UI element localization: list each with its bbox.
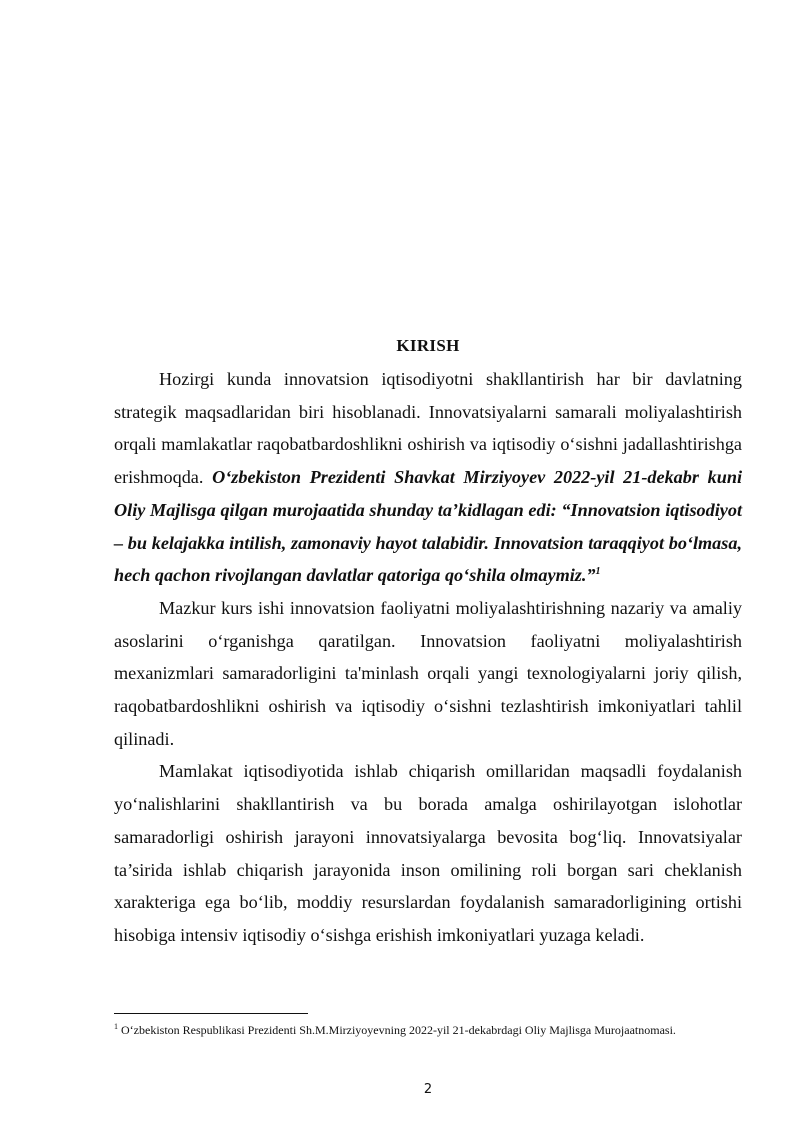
president-quote: O‘zbekiston Prezidenti Shavkat Mirziyoyev 2022-yil 21-dekabr kuni Oliy Majlisga qilgan murojaatida shunday ta’kidlagan edi: “Innovatsion iqtisodiyot – bu kelajakka intilish, zamonaviy hayot talabidir. Innovatsion taraqqiyot bo‘lmasa, hech qachon rivojlangan davlatlar qatoriga qo‘shila olmaymiz.” bbox=[114, 467, 742, 586]
paragraph-intro-text: Hozirgi kunda innovatsion iqtisodiyotni shakllantirish har bir davlatning strategik maqsadlaridan biri hisoblanadi. Innovatsiyalarni samarali moliyalashtirish orqali mamlakatlar raqobatbardoshlikni oshirish va iqtisodiy o‘sishni jadallashtirishga erishmoqda. bbox=[114, 369, 742, 488]
footnote-divider bbox=[114, 1013, 308, 1014]
body-text bbox=[114, 363, 742, 952]
page-number: 2 bbox=[423, 1082, 433, 1097]
footnote-text: O‘zbekiston Respublikasi Prezidenti Sh.M.Mirziyoyevning 2022-yil 21-dekabrdagi Oliy Majlisga Murojaatnomasi. bbox=[118, 1023, 676, 1037]
paragraph-purpose: Mazkur kurs ishi innovatsion faoliyatni moliyalashtirishning nazariy va amaliy asoslarini o‘rganishga qaratilgan. Innovatsion faoliyatni moliyalashtirish mexanizmlari samaradorligini ta'minlash orqali yangi texnologiyalarni joriy qilish, raqobatbardoshlikni oshirish va iqtisodiy o‘sishni tezlashtirish imkoniyatlari tahlil qilinadi. bbox=[114, 597, 742, 749]
paragraph-economy: Mamlakat iqtisodiyotida ishlab chiqarish omillaridan maqsadli foydalanish yo‘nalishlarini shakllantirish va bu borada amalga oshirilayotgan islohotlar samaradorligi oshirish jarayoni innovatsiyalarga bevosita bog‘liq. Innovatsiyalar ta’sirida ishlab chiqarish jarayonida inson omilining roli borgan sari cheklanish xarakteriga ega bo‘lib, moddiy resurslardan foydalanish samaradorligining ortishi hisobiga intensiv iqtisodiy o‘sishga erishish imkoniyatlari yuzaga keladi. bbox=[114, 761, 742, 945]
footnote-marker: 1 bbox=[114, 1022, 118, 1031]
footnote bbox=[114, 1021, 684, 1040]
footnote-reference: 1 bbox=[595, 566, 601, 578]
section-heading: KIRISH bbox=[396, 336, 460, 355]
paragraph-intro bbox=[114, 363, 742, 592]
